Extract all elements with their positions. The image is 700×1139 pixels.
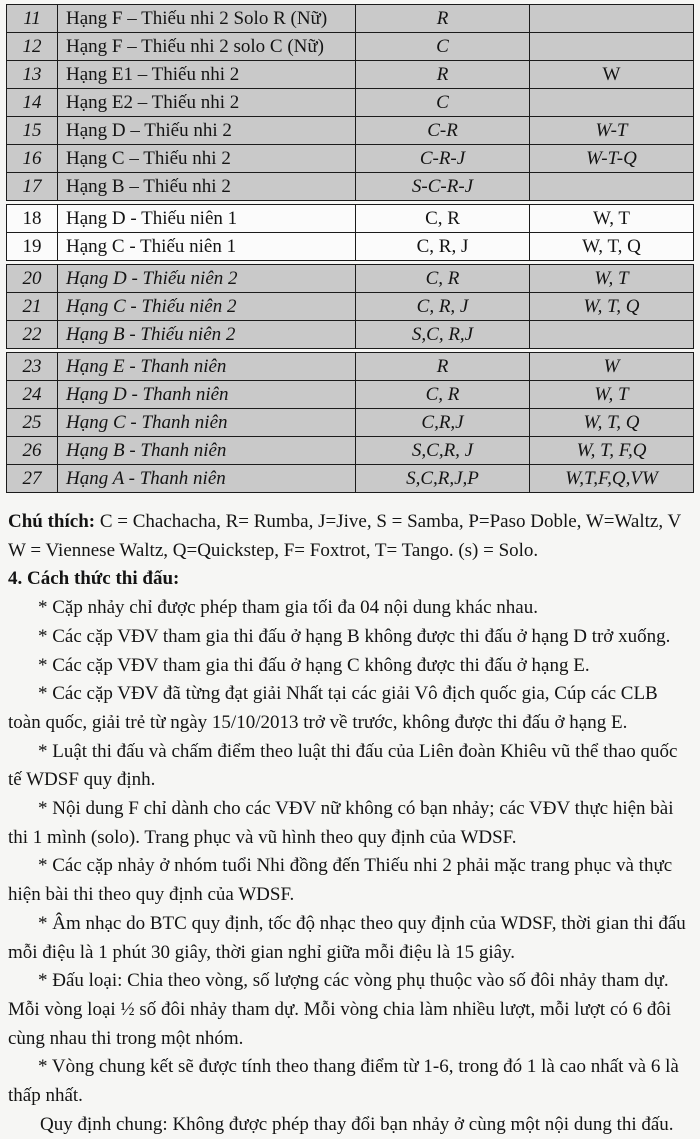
category-name: Hạng C - Thiếu niên 2 — [58, 293, 356, 321]
rule-item: * Nội dung F chỉ dành cho các VĐV nữ không có bạn nhảy; các VĐV thực hiện bài thi 1 mình (solo). Trang phục và vũ hình theo quy định của WDSF. — [8, 798, 674, 848]
legend-text: C = Chachacha, R= Rumba, J=Jive, S = Samba, P=Paso Doble, W=Waltz, V W = Viennese Waltz, Q=Quickstep, F= Foxtrot, T= Tango. (s) = Solo. — [8, 511, 681, 561]
latin-dances: C-R — [356, 117, 530, 145]
row-number: 17 — [7, 173, 58, 201]
row-number: 15 — [7, 117, 58, 145]
latin-dances: C — [356, 33, 530, 61]
table-row — [7, 353, 694, 381]
table-row — [7, 409, 694, 437]
table-row — [7, 381, 694, 409]
standard-dances: W-T — [530, 117, 694, 145]
latin-dances: S,C,R,J,P — [356, 465, 530, 493]
rule-item: * Cặp nhảy chỉ được phép tham gia tối đa 04 nội dung khác nhau. — [38, 597, 538, 619]
row-number: 19 — [7, 233, 58, 261]
row-number: 27 — [7, 465, 58, 493]
rule-item: * Luật thi đấu và chấm điểm theo luật thi đấu của Liên đoàn Khiêu vũ thể thao quốc tế WDSF quy định. — [8, 740, 678, 791]
category-name: Hạng F – Thiếu nhi 2 solo C (Nữ) — [58, 33, 356, 61]
latin-dances: R — [356, 353, 530, 381]
rule-item: * Vòng chung kết sẽ được tính theo thang điểm từ 1-6, trong đó 1 là cao nhất và 6 là thấp nhất. — [8, 1056, 679, 1107]
category-name: Hạng D - Thanh niên — [58, 381, 356, 409]
rule-item: * Các cặp nhảy ở nhóm tuổi Nhi đồng đến Thiếu nhi 2 phải mặc trang phục và thực hiện bài thi theo quy định của WDSF. — [8, 855, 673, 906]
standard-dances: W, T — [530, 265, 694, 293]
table-row — [7, 5, 694, 33]
row-number: 20 — [7, 265, 58, 293]
latin-dances: C, R, J — [356, 233, 530, 261]
competition-categories-table — [6, 4, 694, 493]
legend-label: Chú thích: — [8, 511, 96, 532]
category-name: Hạng A - Thanh niên — [58, 465, 356, 493]
standard-dances: W, T — [530, 381, 694, 409]
table-row — [7, 145, 694, 173]
row-number: 22 — [7, 321, 58, 349]
category-name: Hạng B - Thanh niên — [58, 437, 356, 465]
category-name: Hạng B - Thiếu niên 2 — [58, 321, 356, 349]
category-name: Hạng D - Thiếu niên 1 — [58, 205, 356, 233]
latin-dances: C, R, J — [356, 293, 530, 321]
standard-dances: W, T — [530, 205, 694, 233]
row-number: 25 — [7, 409, 58, 437]
row-number: 21 — [7, 293, 58, 321]
category-name: Hạng B – Thiếu nhi 2 — [58, 173, 356, 201]
table-row — [7, 437, 694, 465]
standard-dances — [530, 321, 694, 349]
standard-dances: W — [530, 353, 694, 381]
table-row — [7, 233, 694, 261]
standard-dances — [530, 5, 694, 33]
standard-dances: W, T, Q — [530, 409, 694, 437]
category-name: Hạng D – Thiếu nhi 2 — [58, 117, 356, 145]
standard-dances: W — [530, 61, 694, 89]
row-number: 18 — [7, 205, 58, 233]
table-row — [7, 89, 694, 117]
row-number: 26 — [7, 437, 58, 465]
category-name: Hạng E1 – Thiếu nhi 2 — [58, 61, 356, 89]
table-row — [7, 205, 694, 233]
table-row — [7, 117, 694, 145]
latin-dances: S,C, R,J — [356, 321, 530, 349]
general-rule: Quy định chung: Không được phép thay đổi bạn nhảy ở cùng một nội dung thi đấu. — [40, 1113, 674, 1135]
rule-item: * Đấu loại: Chia theo vòng, số lượng các vòng phụ thuộc vào số đôi nhảy tham dự. Mỗi vòng loại ½ số đôi nhảy tham dự. Mỗi vòng chia làm nhiều lượt, mỗi lượt có 6 đôi cùng nhau thi trong một nhóm. — [8, 970, 672, 1049]
category-name: Hạng C - Thiếu niên 1 — [58, 233, 356, 261]
rule-item: * Âm nhạc do BTC quy định, tốc độ nhạc theo quy định của WDSF, thời gian thi đấu mỗi điệu là 1 phút 30 giây, thời gian nghỉ giữa mỗi điệu là 15 giây. — [8, 912, 686, 963]
standard-dances — [530, 33, 694, 61]
table-row — [7, 293, 694, 321]
standard-dances: W, T, Q — [530, 293, 694, 321]
latin-dances: S-C-R-J — [356, 173, 530, 201]
body-text — [8, 508, 694, 1139]
rule-item: * Các cặp VĐV đã từng đạt giải Nhất tại các giải Vô địch quốc gia, Cúp các CLB toàn quốc, giải trẻ từ ngày 15/10/2013 trở về trước, không được thi đấu ở hạng E. — [8, 683, 658, 733]
table-row — [7, 61, 694, 89]
category-name: Hạng F – Thiếu nhi 2 Solo R (Nữ) — [58, 5, 356, 33]
latin-dances: C, R — [356, 381, 530, 409]
latin-dances: S,C,R, J — [356, 437, 530, 465]
latin-dances: C,R,J — [356, 409, 530, 437]
section-heading: 4. Cách thức thi đấu: — [8, 568, 180, 590]
row-number: 11 — [7, 5, 58, 33]
rule-item: * Các cặp VĐV tham gia thi đấu ở hạng C không được thi đấu ở hạng E. — [38, 654, 590, 676]
standard-dances: W,T,F,Q,VW — [530, 465, 694, 493]
table-row — [7, 33, 694, 61]
category-name: Hạng E2 – Thiếu nhi 2 — [58, 89, 356, 117]
category-name: Hạng C – Thiếu nhi 2 — [58, 145, 356, 173]
category-name: Hạng D - Thiếu niên 2 — [58, 265, 356, 293]
table-row — [7, 173, 694, 201]
legend — [8, 508, 694, 565]
table-row — [7, 265, 694, 293]
row-number: 16 — [7, 145, 58, 173]
category-name: Hạng C - Thanh niên — [58, 409, 356, 437]
row-number: 13 — [7, 61, 58, 89]
latin-dances: C, R — [356, 205, 530, 233]
latin-dances: C-R-J — [356, 145, 530, 173]
latin-dances: R — [356, 5, 530, 33]
standard-dances: W, T, F,Q — [530, 437, 694, 465]
standard-dances: W-T-Q — [530, 145, 694, 173]
row-number: 12 — [7, 33, 58, 61]
row-number: 14 — [7, 89, 58, 117]
table-row — [7, 321, 694, 349]
latin-dances: C, R — [356, 265, 530, 293]
row-number: 24 — [7, 381, 58, 409]
rule-item: * Các cặp VĐV tham gia thi đấu ở hạng B không được thi đấu ở hạng D trở xuống. — [38, 625, 671, 647]
latin-dances: C — [356, 89, 530, 117]
standard-dances — [530, 173, 694, 201]
latin-dances: R — [356, 61, 530, 89]
table-row — [7, 465, 694, 493]
standard-dances — [530, 89, 694, 117]
category-name: Hạng E - Thanh niên — [58, 353, 356, 381]
standard-dances: W, T, Q — [530, 233, 694, 261]
row-number: 23 — [7, 353, 58, 381]
